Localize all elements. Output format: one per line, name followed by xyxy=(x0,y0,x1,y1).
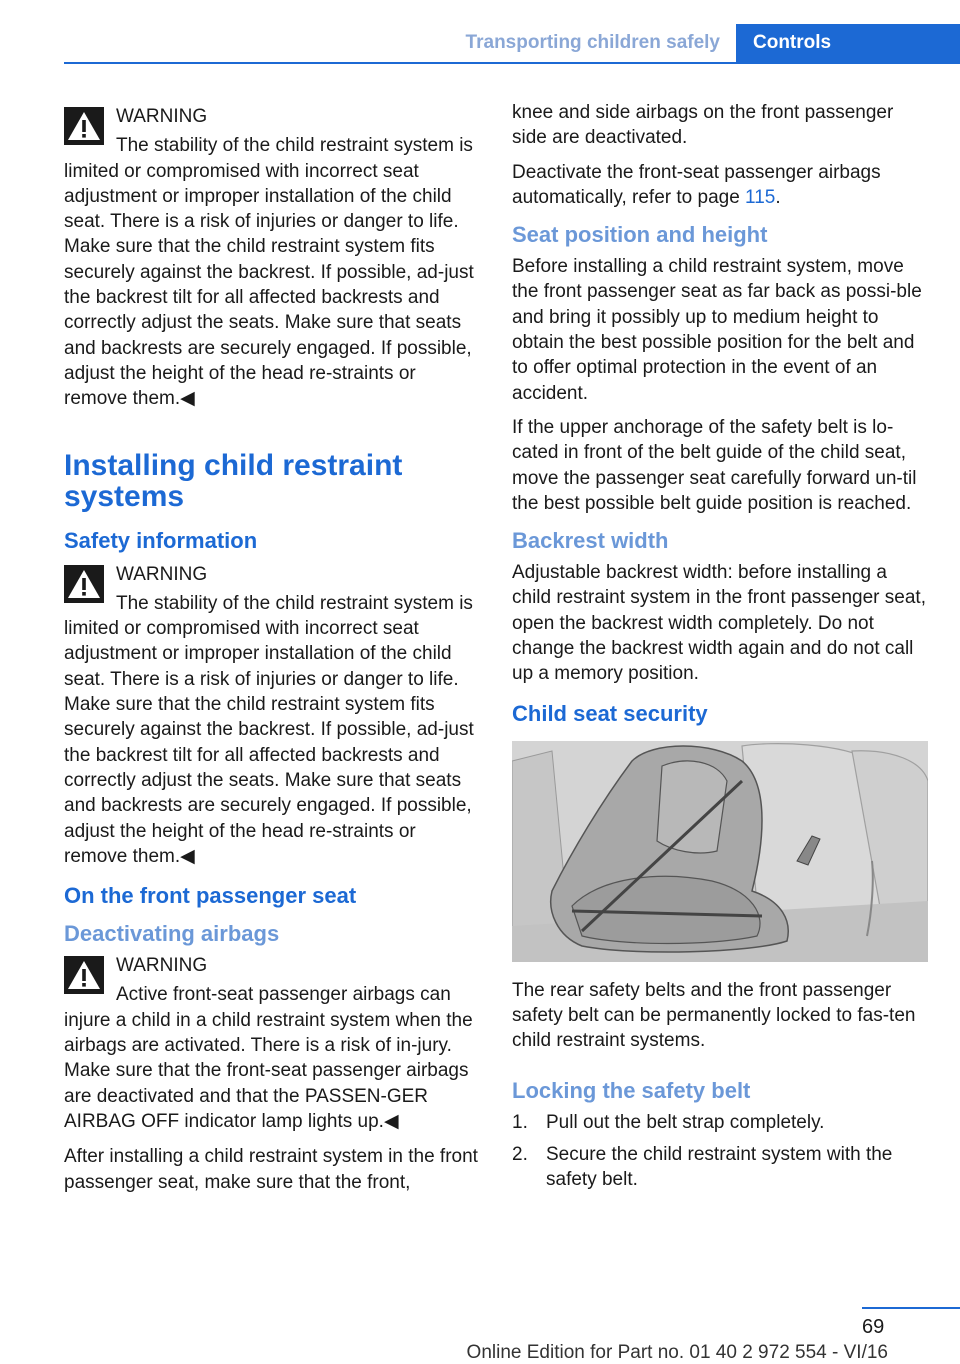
page-header xyxy=(0,0,960,63)
warning-title: WARNING xyxy=(116,563,208,585)
minor-heading: Deactivating airbags xyxy=(64,921,280,947)
warning-text: Active front-seat passenger airbags can injure a child in a child restraint system when the airbags are activated. There is a risk of in-jury. Make sure that the front-seat passenger airbags are deactivated and that the PASSEN-GER AIRBAG OFF indicator lamp lights up.◀ xyxy=(64,984,473,1132)
warning-block xyxy=(64,562,478,870)
left-column xyxy=(64,100,478,1204)
warning-block xyxy=(64,953,478,1134)
child-seat-drawing xyxy=(512,741,928,962)
subsection-heading: Safety information xyxy=(64,527,258,553)
child-seat-illustration xyxy=(512,741,928,962)
warning-triangle-icon xyxy=(64,107,104,145)
body-paragraph: Adjustable backrest width: before installing a child restraint system in the front passenger seat, open the backrest width completely. Do not change the backrest width again and do not call up a memory position. xyxy=(512,562,926,685)
step-text: Secure the child restraint system with the safety belt. xyxy=(546,1143,893,1191)
body-paragraph: The rear safety belts and the front passenger safety belt can be permanently locked to fas-ten child restraint systems. xyxy=(512,979,916,1052)
body-paragraph: After installing a child restraint system in the front passenger seat, make sure that the front, xyxy=(64,1146,478,1193)
list-item xyxy=(512,1110,930,1135)
warning-triangle-icon xyxy=(64,565,104,603)
header-rule xyxy=(64,62,960,64)
section-heading: Installing child restraint systems xyxy=(64,448,403,513)
body-text: Deactivate the front-seat passenger airbags automatically, refer to page xyxy=(512,161,881,208)
subsection-heading: Child seat security xyxy=(512,700,708,726)
warning-block xyxy=(64,104,478,412)
body-paragraph: Before installing a child restraint system, move the front passenger seat as far back as possi-ble and bring it possibly up to medium height to obtain the best possible position for the belt and to offer optimal protection in the event of an accident. xyxy=(512,256,922,404)
step-number: 1. xyxy=(512,1111,528,1133)
page-reference-link[interactable]: 115 xyxy=(745,186,776,208)
right-column xyxy=(512,100,930,1199)
chapter-tab[interactable]: Controls xyxy=(736,24,960,62)
warning-title: WARNING xyxy=(116,106,208,127)
body-paragraph: If the upper anchorage of the safety belt is lo-cated in front of the belt guide of the child seat, move the passenger seat carefully forward un-til the best possible belt guide position is reached. xyxy=(512,416,917,514)
steps-list xyxy=(512,1110,930,1193)
body-paragraph: knee and side airbags on the front passenger side are deactivated. xyxy=(512,102,894,149)
section-title: Transporting children safely xyxy=(465,32,720,53)
body-paragraph xyxy=(512,160,930,211)
subsection-heading: On the front passenger seat xyxy=(64,883,357,909)
list-item xyxy=(512,1142,930,1193)
step-text: Pull out the belt strap completely. xyxy=(546,1111,825,1133)
warning-triangle-icon xyxy=(64,956,104,994)
warning-title: WARNING xyxy=(116,955,208,977)
body-text: . xyxy=(775,186,781,208)
warning-text: The stability of the child restraint system is limited or compromised with incorrect seat adjustment or improper installation of the child seat. There is a risk of injuries or danger to life. Make sure that the child restraint system fits securely against the backrest. If possible, ad-just the backrest tilt for all affected backrests and correctly adjust the seats. Make sure that seats and backrests are securely engaged. If possible, adjust the height of the head re-straints or remove them.◀ xyxy=(64,592,474,867)
minor-heading: Locking the safety belt xyxy=(512,1077,751,1103)
step-number: 2. xyxy=(512,1143,528,1165)
warning-text: The stability of the child restraint system is limited or compromised with incorrect seat adjustment or improper installation of the child seat. There is a risk of injuries or danger to life. Make sure that the child restraint system fits securely against the backrest. If possible, ad-just the backrest tilt for all affected backrests and correctly adjust the seats. Make sure that seats and backrests are securely engaged. If possible, adjust the height of the head re-straints or remove them.◀ xyxy=(64,135,474,410)
minor-heading: Seat position and height xyxy=(512,222,768,248)
page-number: 69 xyxy=(862,1316,885,1338)
minor-heading: Backrest width xyxy=(512,528,669,554)
edition-note: Online Edition for Part no. 01 40 2 972 554 - VI/16 xyxy=(466,1342,888,1363)
footer-rule xyxy=(862,1307,960,1309)
